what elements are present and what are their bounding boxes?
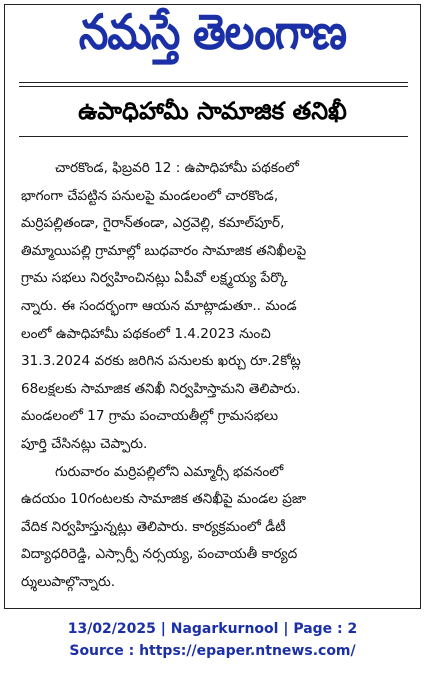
article-line: ర్శులుపాల్గొన్నారు. <box>21 573 116 590</box>
article-body <box>21 155 407 597</box>
divider <box>19 82 408 83</box>
article-line: గురువారం మర్రిపల్లిలోని ఎమ్మార్సీ భవనంలో <box>55 463 284 480</box>
masthead <box>5 5 420 71</box>
article-line: పూర్తి చేసినట్లు చెప్పారు. <box>21 435 148 452</box>
article-line: తిమ్మాయిపల్లి గ్రామాల్లో బుధవారం సామాజిక తనిఖీలపై <box>21 242 307 259</box>
newspaper-clipping <box>4 4 421 609</box>
source-footer <box>0 618 425 662</box>
article-line: వేదిక నిర్వహిస్తున్నట్లు తెలిపారు. కార్యక్రమంలో డీటీ <box>21 518 286 535</box>
headline <box>5 95 420 133</box>
footer-source-link[interactable]: Source : https://epaper.ntnews.com/ <box>69 643 356 659</box>
article-line: గ్రామ సభలు నిర్వహించినట్లు ఏపీవో లక్ష్మయ్య పేర్కొ <box>21 270 288 287</box>
article-line: భాగంగా చేపట్టిన పనులపై మండలంలో చారకొండ, <box>21 187 279 204</box>
article-line: విద్యాధరిరెడ్డి, ఎస్సార్పీ నర్సయ్య, పంచాయతీ కార్యద <box>21 546 298 563</box>
article-line: 68లక్షలకు సామాజిక తనిఖీ నిర్వహిస్తామని తెలిపారు. <box>21 380 301 397</box>
article-line: ఉదయం 10గంటలకు సామాజిక తనిఖీపై మండల ప్రజా <box>21 491 307 508</box>
headline-text: ఉపాధిహామీ సామాజిక తనిఖీ <box>78 97 347 125</box>
article-line: లంలో ఉపాధిహామీ పథకంలో 1.4.2023 నుంచి <box>21 325 271 342</box>
article-line: మండలంలో 17 గ్రామ పంచాయతీల్లో గ్రామసభలు <box>21 408 279 425</box>
divider <box>19 86 408 87</box>
divider <box>19 136 408 137</box>
article-line: చారకొండ, ఫిబ్రవరి 12 : ఉపాధిహామీ పథకంలో <box>55 160 299 176</box>
article-line: 31.3.2024 వరకు జరిగిన పనులకు ఖర్చు రూ.2కోట్ల <box>21 353 301 370</box>
article-line: న్నారు. ఈ సందర్భంగా ఆయన మాట్లాడుతూ.. మండ <box>21 297 297 314</box>
masthead-title: నమస్తే తెలంగాణ <box>78 3 347 60</box>
footer-date-page: 13/02/2025 | Nagarkurnool | Page : 2 <box>67 621 358 637</box>
article-line: మర్రిపల్లితండా, గైరాన్‌తండా, ఎర్రవెల్లి, కమాల్‌పూర్, <box>21 215 285 232</box>
